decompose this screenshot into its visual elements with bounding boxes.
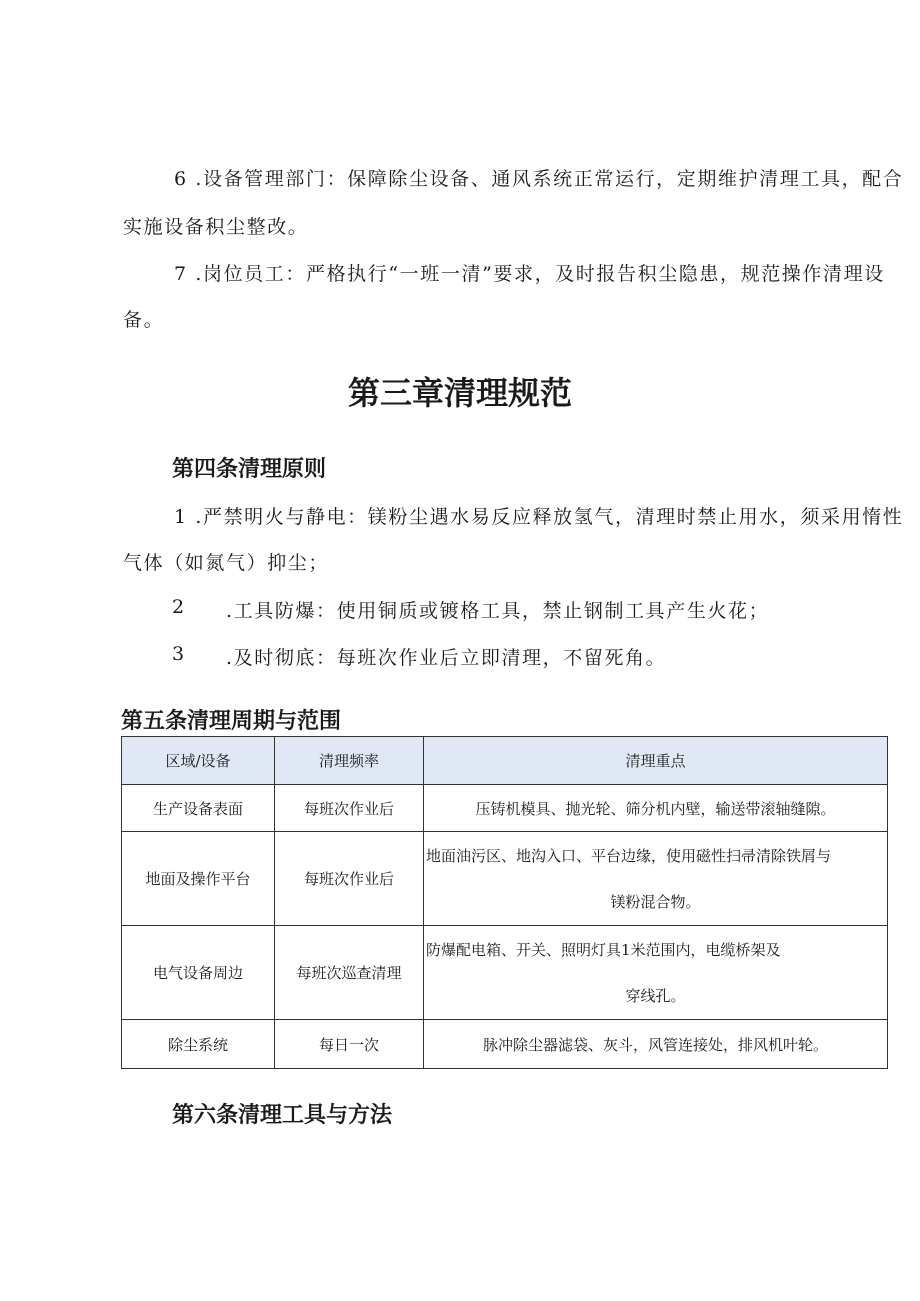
focus-line: 压铸机模具、抛光轮、筛分机内壁，输送带滚轴缝隙。 <box>475 799 836 818</box>
table-row <box>122 785 888 832</box>
cell-area: 电气设备周边 <box>122 926 275 1020</box>
cell-focus <box>424 926 888 1020</box>
paragraph-7-line2: 备。 <box>123 309 165 331</box>
principle-2-number: 2 <box>172 596 186 618</box>
cell-frequency: 每日一次 <box>275 1020 424 1069</box>
paragraph-7-line1: 7 .岗位员工：严格执行“一班一清”要求，及时报告积尘隐患，规范操作清理设 <box>174 263 885 285</box>
focus-line: 防爆配电箱、开关、照明灯具1米范围内，电缆桥架及 <box>426 940 781 959</box>
principle-3-number: 3 <box>172 643 186 665</box>
paragraph-6-line2: 实施设备积尘整改。 <box>123 216 309 238</box>
principle-3-text: .及时彻底：每班次作业后立即清理，不留死角。 <box>226 647 667 669</box>
article-4-title: 第四条清理原则 <box>172 457 327 482</box>
table-header-row <box>122 737 888 785</box>
focus-line: 镁粉混合物。 <box>610 892 701 911</box>
principle-1-line2: 气体（如氮气）抑尘； <box>123 552 330 574</box>
header-focus: 清理重点 <box>424 737 888 785</box>
cell-focus <box>424 785 888 832</box>
principle-1-line1: 1 .严禁明火与静电：镁粉尘遇水易反应释放氢气，清理时禁止用水，须采用惰性 <box>174 506 904 528</box>
chapter-title: 第三章清理规范 <box>347 374 572 412</box>
cell-focus <box>424 1020 888 1069</box>
cell-frequency: 每班次作业后 <box>275 832 424 926</box>
cell-area: 生产设备表面 <box>122 785 275 832</box>
principle-2-text: .工具防爆：使用铜质或镀格工具，禁止钢制工具产生火花； <box>226 600 770 622</box>
cell-focus <box>424 832 888 926</box>
table-row <box>122 832 888 926</box>
table-row <box>122 926 888 1020</box>
cleaning-schedule-table <box>121 736 888 1069</box>
article-5-title: 第五条清理周期与范围 <box>121 709 342 734</box>
article-6-title: 第六条清理工具与方法 <box>172 1103 393 1128</box>
header-area: 区域/设备 <box>122 737 275 785</box>
cell-area: 地面及操作平台 <box>122 832 275 926</box>
paragraph-6-line1: 6 .设备管理部门：保障除尘设备、通风系统正常运行，定期维护清理工具，配合 <box>174 168 904 190</box>
focus-line: 脉冲除尘器滤袋、灰斗，风管连接处，排风机叶轮。 <box>482 1035 828 1054</box>
cell-area: 除尘系统 <box>122 1020 275 1069</box>
cell-frequency: 每班次作业后 <box>275 785 424 832</box>
cell-frequency: 每班次巡查清理 <box>275 926 424 1020</box>
header-frequency: 清理频率 <box>275 737 424 785</box>
focus-line: 地面油污区、地沟入口、平台边缘，使用磁性扫帚清除铁屑与 <box>426 846 832 865</box>
table-row <box>122 1020 888 1069</box>
focus-line: 穿线孔。 <box>625 986 686 1005</box>
